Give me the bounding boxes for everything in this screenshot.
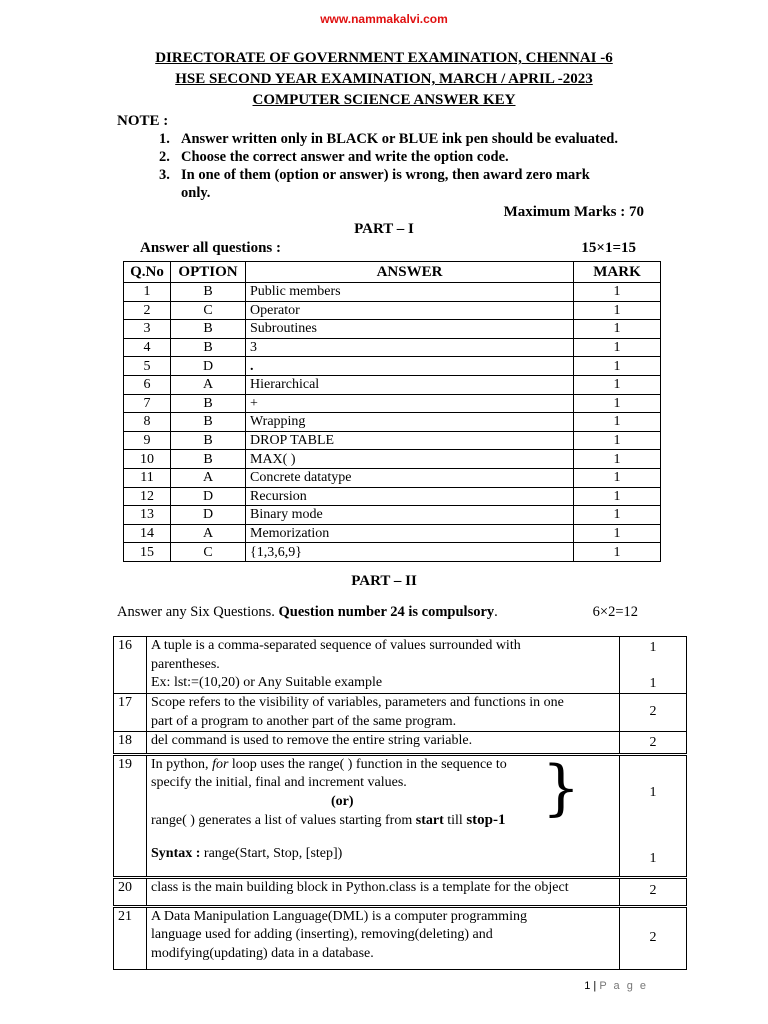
option-cell: A [171, 524, 246, 543]
maximum-marks: Maximum Marks : 70 [503, 204, 644, 220]
mark-cell: 1 [574, 394, 661, 413]
question-number: 14 [124, 524, 171, 543]
mark-cell: 1 [574, 283, 661, 302]
part-2-instruction: Answer any Six Questions. Question number 24 is compulsory. [117, 604, 498, 620]
question-number: 16 [114, 637, 147, 694]
table-row [114, 732, 687, 755]
part-1-answer-table [123, 261, 661, 562]
answer-cell: A tuple is a comma-separated sequence of values surrounded with parentheses. Ex: lst:=(10,20) or Any Suitable example [147, 637, 620, 694]
answer-cell: Recursion [246, 487, 574, 506]
table-row [114, 637, 687, 694]
mark-cell: 1 [574, 413, 661, 432]
answer-cell: Wrapping [246, 413, 574, 432]
table-row [124, 394, 661, 413]
table-row [124, 487, 661, 506]
table-row [124, 450, 661, 469]
page-label: P a g e [599, 980, 648, 992]
mark-cell: 1 [574, 357, 661, 376]
mark-cell: 1 1 [620, 637, 687, 694]
answer-cell: Scope refers to the visibility of variables, parameters and functions in one part of a program to another part of the same program. [147, 694, 620, 732]
answer-cell: DROP TABLE [246, 431, 574, 450]
note-item-3: 3. In one of them (option or answer) is wrong, then award zero mark [159, 167, 590, 183]
mark-cell: 1 1 [620, 754, 687, 877]
option-cell: B [171, 450, 246, 469]
option-cell: C [171, 543, 246, 562]
table-row [124, 301, 661, 320]
answer-cell: Memorization [246, 524, 574, 543]
col-option: OPTION [171, 262, 246, 283]
question-number: 19 [114, 754, 147, 877]
table-row [124, 283, 661, 302]
question-number: 18 [114, 732, 147, 755]
question-number: 20 [114, 877, 147, 906]
question-number: 13 [124, 506, 171, 525]
note-item-4: only. [181, 185, 211, 201]
note-item-1: 1. Answer written only in BLACK or BLUE ink pen should be evaluated. [159, 131, 618, 147]
answer-cell: class is the main building block in Python.class is a template for the object [147, 877, 620, 906]
mark-cell: 1 [574, 543, 661, 562]
part-1-marks: 15×1=15 [581, 240, 636, 256]
question-number: 15 [124, 543, 171, 562]
note-title: NOTE : [117, 113, 169, 129]
question-number: 12 [124, 487, 171, 506]
table-row [114, 906, 687, 970]
option-cell: B [171, 431, 246, 450]
page-footer [584, 980, 648, 992]
question-number: 10 [124, 450, 171, 469]
question-number: 17 [114, 694, 147, 732]
col-qno: Q.No [124, 262, 171, 283]
header-line-3: COMPUTER SCIENCE ANSWER KEY [252, 92, 516, 108]
question-number: 1 [124, 283, 171, 302]
table-row [124, 320, 661, 339]
option-cell: C [171, 301, 246, 320]
question-number: 21 [114, 906, 147, 970]
answer-cell: {1,3,6,9} [246, 543, 574, 562]
footer-separator: | [593, 980, 597, 992]
table-row [124, 357, 661, 376]
mark-cell: 1 [574, 487, 661, 506]
table-row [124, 468, 661, 487]
answer-cell: del command is used to remove the entire string variable. [147, 732, 620, 755]
table-row [124, 543, 661, 562]
answer-cell: Subroutines [246, 320, 574, 339]
question-number: 2 [124, 301, 171, 320]
table-row [124, 375, 661, 394]
option-cell: B [171, 338, 246, 357]
part-2-answer-table [113, 636, 687, 970]
col-answer: ANSWER [246, 262, 574, 283]
part-2-marks: 6×2=12 [592, 604, 638, 620]
answer-cell: MAX( ) [246, 450, 574, 469]
option-cell: B [171, 283, 246, 302]
mark-cell: 1 [574, 301, 661, 320]
mark-cell: 1 [574, 431, 661, 450]
table-row [124, 431, 661, 450]
answer-cell: In python, for loop uses the range( ) function in the sequence to specify the initial, final and increment values. (or) range( ) generates a list of values starting from start till stop-1 Syntax : range(Start, Stop, [step]) } [147, 754, 620, 877]
question-number: 9 [124, 431, 171, 450]
answer-cell: Concrete datatype [246, 468, 574, 487]
option-cell: B [171, 394, 246, 413]
page-number: 1 [584, 980, 591, 992]
table-row [114, 694, 687, 732]
note-item-2: 2. Choose the correct answer and write the option code. [159, 149, 509, 165]
mark-cell: 1 [574, 320, 661, 339]
mark-cell: 1 [574, 468, 661, 487]
option-cell: D [171, 487, 246, 506]
option-cell: A [171, 468, 246, 487]
answer-cell: + [246, 394, 574, 413]
question-number: 5 [124, 357, 171, 376]
table-row [124, 506, 661, 525]
website-url[interactable]: www.nammakalvi.com [320, 12, 448, 26]
question-number: 11 [124, 468, 171, 487]
header-line-2: HSE SECOND YEAR EXAMINATION, MARCH / APRIL -2023 [175, 71, 593, 87]
table-row [124, 413, 661, 432]
header-line-1: DIRECTORATE OF GOVERNMENT EXAMINATION, CHENNAI -6 [155, 50, 613, 66]
part-1-instruction: Answer all questions : [140, 240, 281, 256]
mark-cell: 2 [620, 732, 687, 755]
mark-cell: 2 [620, 906, 687, 970]
mark-cell: 1 [574, 506, 661, 525]
table-row [124, 524, 661, 543]
table-row [124, 338, 661, 357]
option-cell: B [171, 320, 246, 339]
mark-cell: 1 [574, 338, 661, 357]
answer-cell: A Data Manipulation Language(DML) is a computer programming language used for adding (inserting), removing(deleting) and modifying(updating) data in a database. [147, 906, 620, 970]
right-brace-icon: } [542, 752, 581, 823]
answer-cell: Binary mode [246, 506, 574, 525]
mark-cell: 2 [620, 694, 687, 732]
option-cell: D [171, 357, 246, 376]
question-number: 7 [124, 394, 171, 413]
mark-cell: 1 [574, 375, 661, 394]
table-row [114, 877, 687, 906]
mark-cell: 1 [574, 450, 661, 469]
question-number: 3 [124, 320, 171, 339]
answer-cell: . [246, 357, 574, 376]
option-cell: D [171, 506, 246, 525]
option-cell: B [171, 413, 246, 432]
mark-cell: 1 [574, 524, 661, 543]
mark-cell: 2 [620, 877, 687, 906]
table-row [114, 754, 687, 877]
answer-cell: Hierarchical [246, 375, 574, 394]
answer-cell: Operator [246, 301, 574, 320]
question-number: 8 [124, 413, 171, 432]
answer-cell: Public members [246, 283, 574, 302]
col-mark: MARK [574, 262, 661, 283]
answer-cell: 3 [246, 338, 574, 357]
question-number: 6 [124, 375, 171, 394]
part-2-title: PART – II [351, 573, 417, 589]
question-number: 4 [124, 338, 171, 357]
part-1-title: PART – I [354, 221, 414, 237]
option-cell: A [171, 375, 246, 394]
